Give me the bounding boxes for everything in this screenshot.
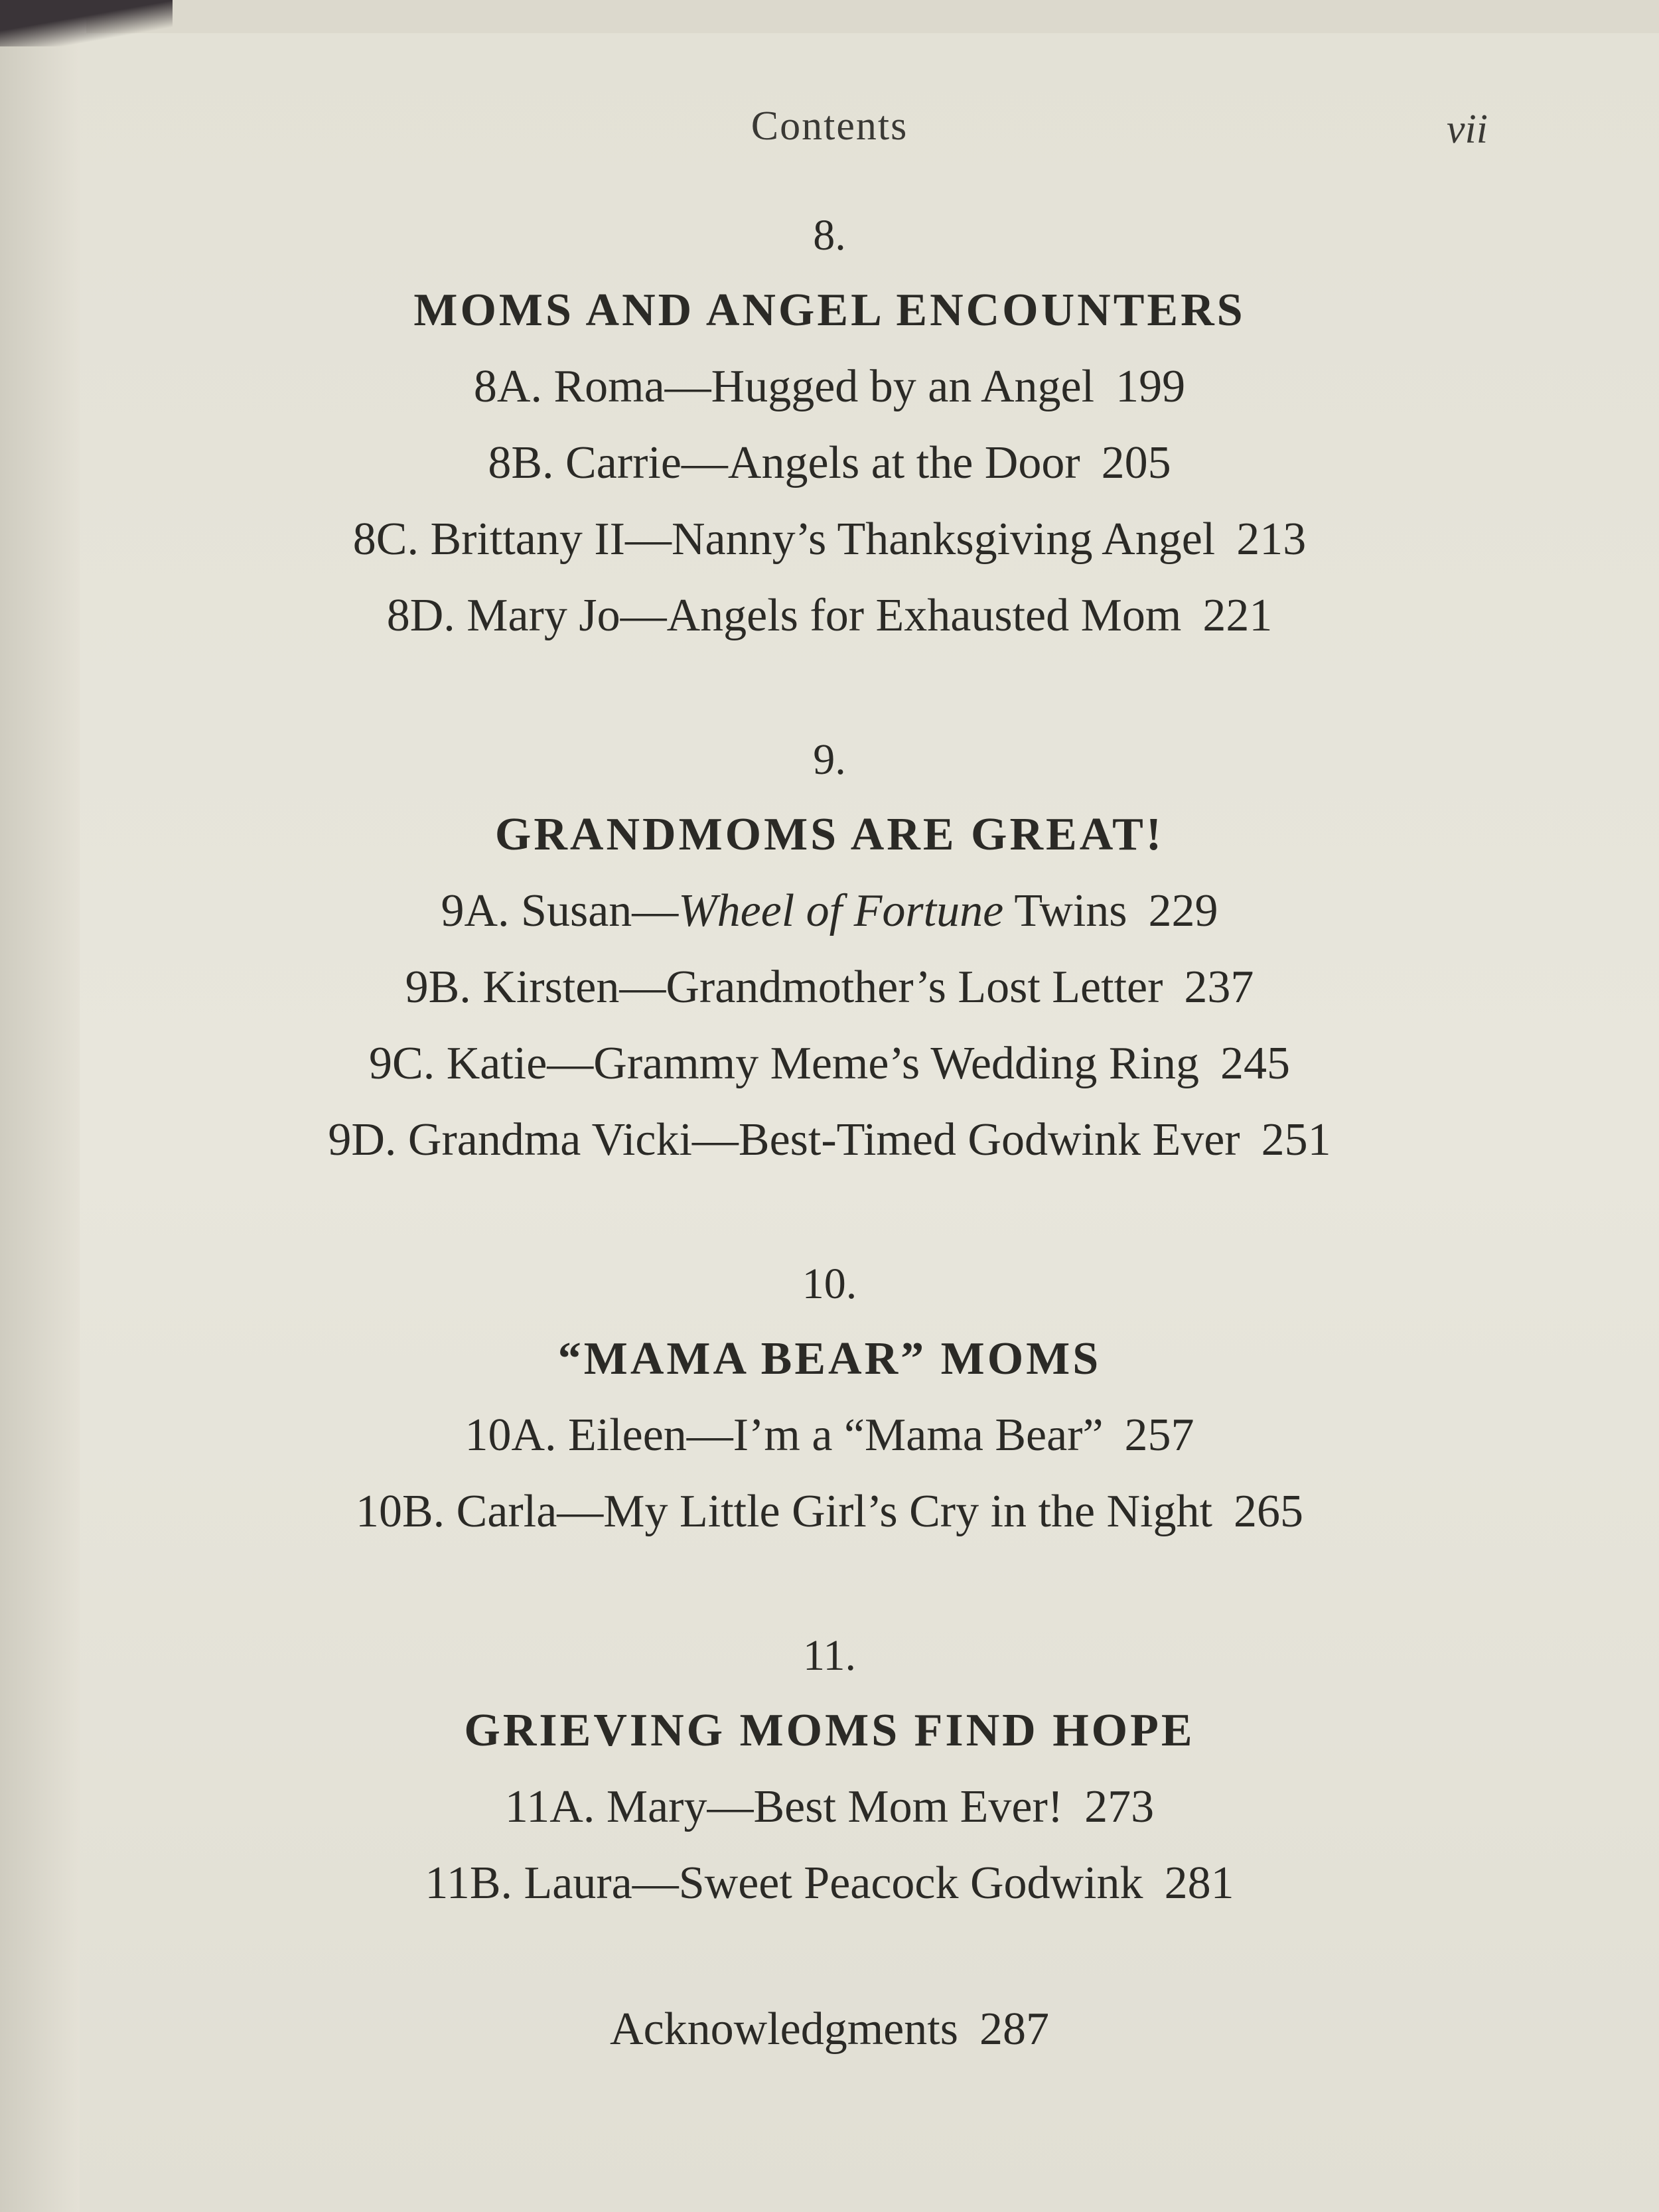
entry-label: 11B. Laura—Sweet Peacock Godwink: [425, 1858, 1143, 1909]
chapter-8: [0, 199, 1659, 654]
toc-entry[interactable]: [0, 1473, 1659, 1550]
chapter-number: 9.: [813, 735, 846, 784]
toc-entry[interactable]: [0, 1102, 1659, 1178]
toc-entry[interactable]: [0, 1397, 1659, 1473]
entry-page-number: 281: [1164, 1858, 1234, 1909]
entry-label: 8A. Roma—Hugged by an Angel: [473, 361, 1095, 412]
chapter-number: 10.: [802, 1260, 857, 1308]
entry-page-number: 257: [1124, 1410, 1194, 1461]
toc-entry[interactable]: [0, 1845, 1659, 1921]
toc-entry[interactable]: [0, 348, 1659, 425]
table-of-contents: [0, 199, 1659, 2067]
entry-label-prefix: 9A. Susan—: [441, 885, 679, 936]
acknowledgments-page-number: 287: [979, 2004, 1049, 2055]
entry-label: 10A. Eileen—I’m a “Mama Bear”: [465, 1410, 1104, 1461]
chapter-11: [0, 1619, 1659, 1921]
acknowledgments-entry[interactable]: [0, 1991, 1659, 2067]
entry-label: 9D. Grandma Vicki—Best-Timed Godwink Ever: [328, 1114, 1240, 1165]
entry-page-number: 199: [1116, 361, 1186, 412]
toc-entry[interactable]: [0, 1769, 1659, 1845]
entry-label: 9B. Kirsten—Grandmother’s Lost Letter: [405, 962, 1163, 1013]
toc-entry[interactable]: [0, 949, 1659, 1025]
entry-label: 8D. Mary Jo—Angels for Exhausted Mom: [386, 590, 1182, 641]
toc-entry[interactable]: [0, 577, 1659, 654]
toc-entry[interactable]: [0, 501, 1659, 577]
chapter-10: [0, 1248, 1659, 1550]
chapter-number: 11.: [802, 1631, 857, 1680]
entry-page-number: 245: [1220, 1038, 1290, 1089]
entry-page-number: 237: [1184, 962, 1254, 1013]
chapter-title: GRANDMOMS ARE GREAT!: [494, 809, 1165, 860]
entry-label: 8B. Carrie—Angels at the Door: [488, 437, 1080, 488]
entry-page-number: 221: [1202, 590, 1273, 641]
page-folio: vii: [1447, 107, 1488, 152]
toc-entry[interactable]: [0, 425, 1659, 501]
chapter-title: GRIEVING MOMS FIND HOPE: [464, 1705, 1195, 1756]
chapter-title: “MAMA BEAR” MOMS: [557, 1333, 1102, 1384]
toc-entry[interactable]: [0, 1025, 1659, 1102]
entry-label-italic: Wheel of Fortune: [678, 885, 1004, 936]
entry-label: 9C. Katie—Grammy Meme’s Wedding Ring: [369, 1038, 1199, 1089]
toc-entry[interactable]: [0, 873, 1659, 949]
chapter-number: 8.: [813, 211, 846, 259]
entry-page-number: 273: [1084, 1781, 1155, 1832]
entry-page-number: 251: [1261, 1114, 1331, 1165]
entry-page-number: 205: [1101, 437, 1171, 488]
entry-label: 8C. Brittany II—Nanny’s Thanksgiving Angel: [352, 514, 1216, 565]
entry-label: 11A. Mary—Best Mom Ever!: [504, 1781, 1064, 1832]
entry-label-suffix: Twins: [1003, 885, 1127, 936]
entry-page-number: 229: [1148, 885, 1218, 936]
page-corner-shadow: [0, 0, 173, 46]
chapter-title: MOMS AND ANGEL ENCOUNTERS: [413, 285, 1246, 336]
running-head: Contents: [751, 104, 908, 149]
entry-page-number: 265: [1234, 1486, 1303, 1537]
entry-label: 10B. Carla—My Little Girl’s Cry in the Night: [355, 1486, 1212, 1537]
acknowledgments-label: Acknowledgments: [610, 2004, 958, 2055]
chapter-9: [0, 723, 1659, 1178]
entry-page-number: 213: [1236, 514, 1307, 565]
